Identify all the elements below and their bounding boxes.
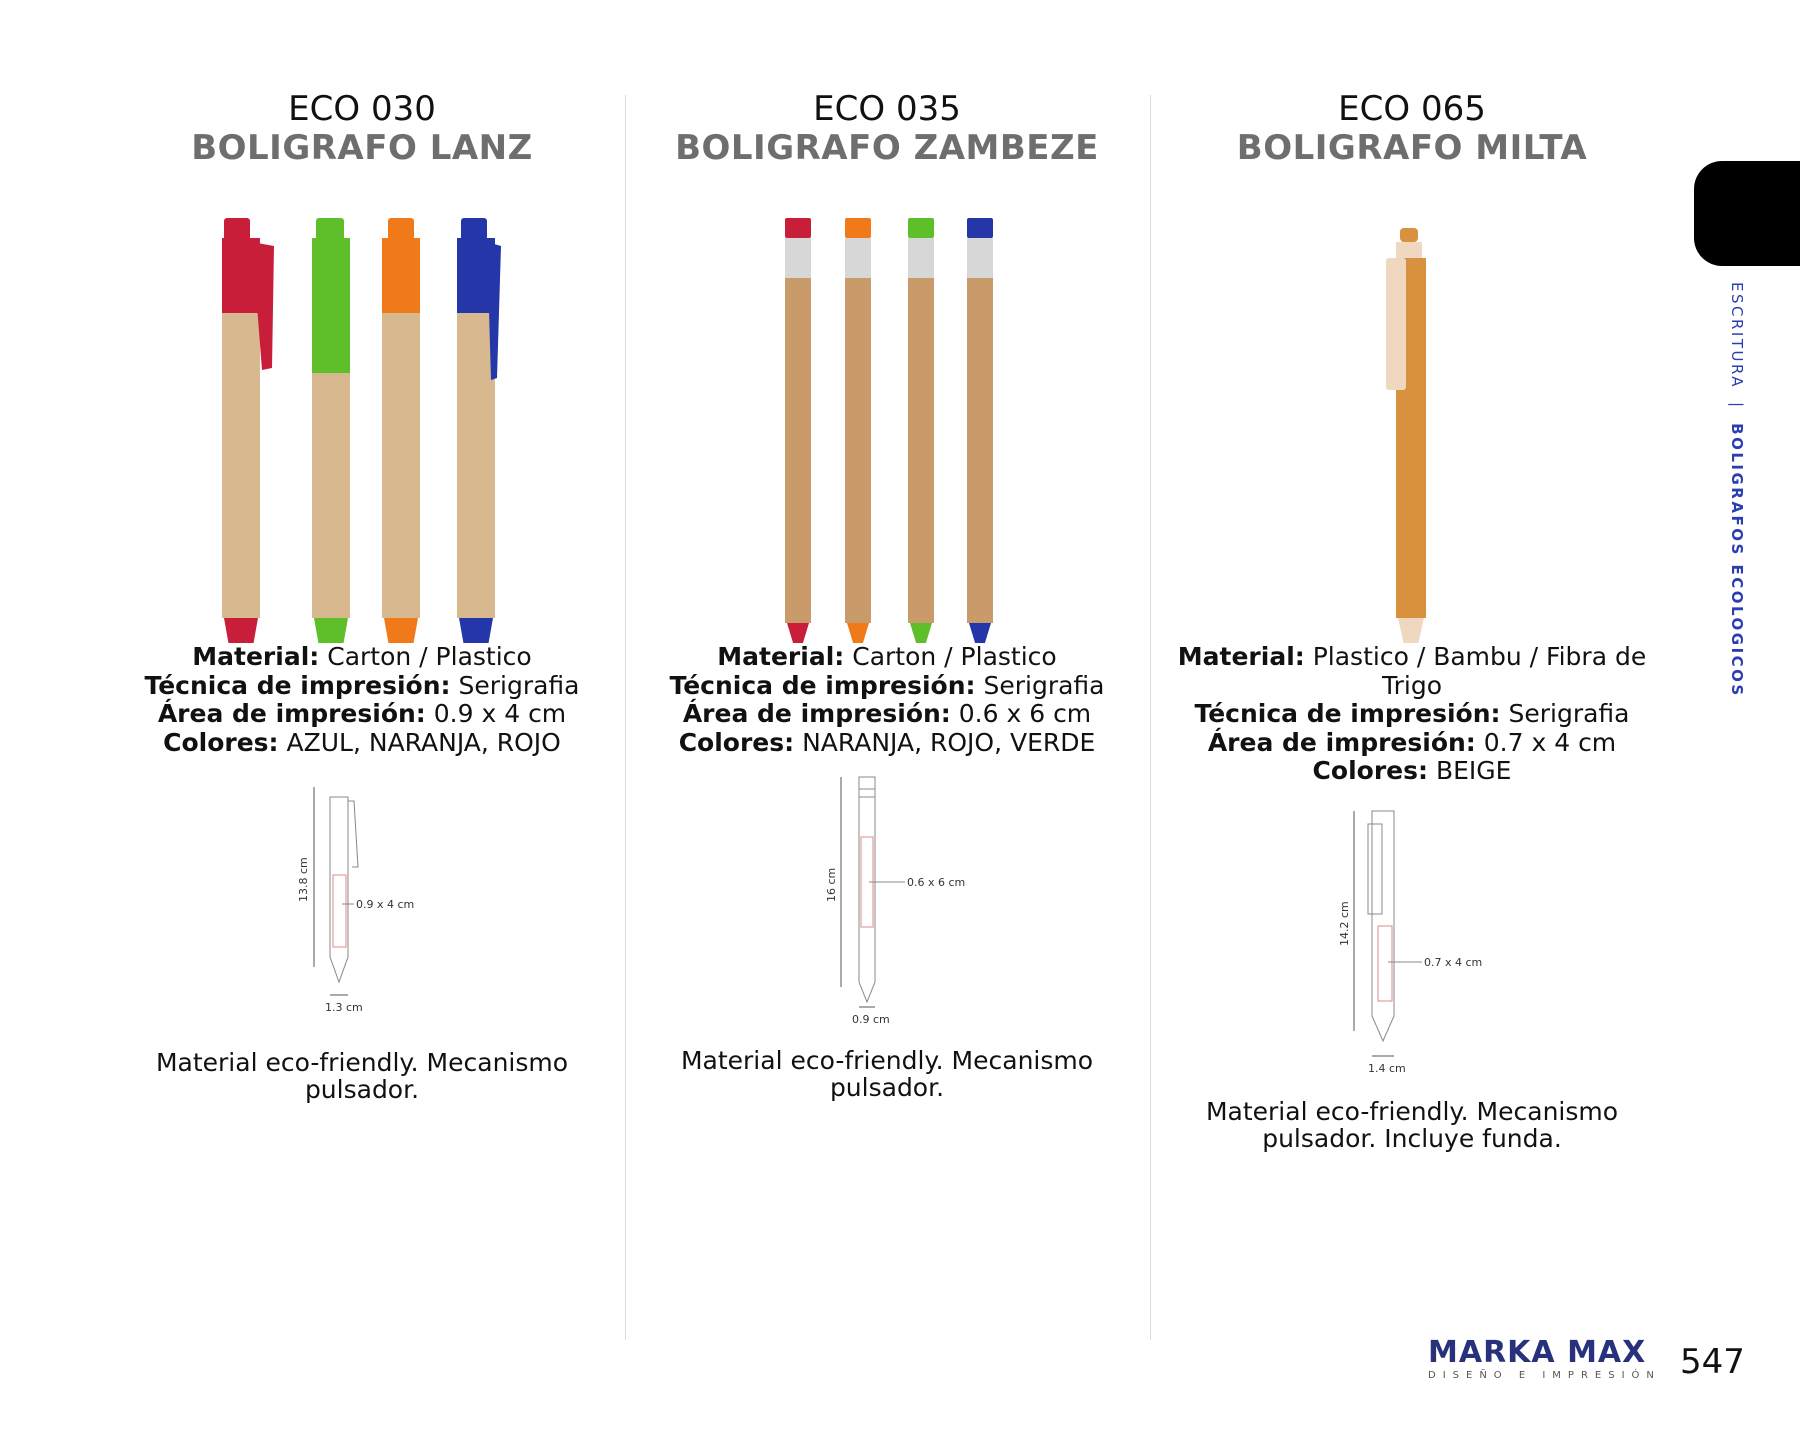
material-value: Plastico / Bambu / Fibra de Trigo bbox=[1312, 642, 1647, 700]
product-photo bbox=[1152, 168, 1672, 643]
page-number: 547 bbox=[1680, 1342, 1745, 1382]
brand-name: MARKA MAX bbox=[1428, 1335, 1647, 1370]
area-value: 0.6 x 6 cm bbox=[958, 699, 1092, 728]
tecnica-value: Serigrafia bbox=[458, 670, 580, 700]
dim-area-label: 0.6 x 6 cm bbox=[907, 876, 966, 889]
area-value: 0.7 x 4 cm bbox=[1483, 727, 1617, 757]
product-code: ECO 065 bbox=[1338, 89, 1486, 129]
pencil-pen-blue bbox=[967, 218, 993, 643]
material-label: Material: bbox=[192, 642, 320, 671]
colores-value: BEIGE bbox=[1435, 756, 1512, 785]
subcategory-label: BOLIGRAFOS ECOLOGICOS bbox=[1728, 423, 1746, 698]
dim-area-label: 0.7 x 4 cm bbox=[1424, 955, 1483, 969]
area-label: Área de impresión: bbox=[682, 699, 951, 728]
product-photo bbox=[102, 168, 622, 643]
product-specs bbox=[627, 643, 1147, 757]
dim-width-label: 1.4 cm bbox=[1368, 1061, 1406, 1075]
product-column-eco065 bbox=[1152, 90, 1672, 1152]
material-value: Carton / Plastico bbox=[327, 642, 532, 671]
product-description: Material eco-friendly. Mecanismo pulsador. bbox=[680, 1046, 1094, 1102]
colores-value: NARANJA, ROJO, VERDE bbox=[802, 727, 1096, 757]
dimension-diagram bbox=[627, 757, 1147, 1027]
tecnica-value: Serigrafia bbox=[1508, 699, 1630, 728]
product-description: Material eco-friendly. Mecanismo pulsador. Incluye funda. bbox=[1205, 1096, 1619, 1153]
tecnica-label: Técnica de impresión: bbox=[1194, 699, 1501, 728]
product-specs bbox=[102, 643, 622, 757]
area-label: Área de impresión: bbox=[157, 699, 426, 728]
colores-value: AZUL, NARANJA, ROJO bbox=[286, 727, 561, 757]
dim-height-label: 14.2 cm bbox=[1338, 900, 1351, 946]
material-value: Carton / Plastico bbox=[852, 642, 1057, 671]
product-photo bbox=[627, 168, 1147, 643]
category-separator: | bbox=[1728, 402, 1746, 410]
dim-height-label: 13.8 cm bbox=[297, 857, 310, 902]
dimension-diagram bbox=[1152, 786, 1672, 1076]
pen-green bbox=[312, 218, 350, 643]
brand-logo bbox=[1428, 1335, 1668, 1381]
material-label: Material: bbox=[717, 642, 845, 671]
column-divider bbox=[625, 95, 626, 1340]
section-tab bbox=[1694, 161, 1800, 266]
colores-label: Colores: bbox=[1312, 756, 1428, 785]
product-name: BOLIGRAFO LANZ bbox=[191, 128, 533, 168]
dim-width-label: 0.9 cm bbox=[852, 1013, 890, 1026]
material-label: Material: bbox=[1177, 642, 1305, 671]
product-code: ECO 035 bbox=[813, 89, 961, 129]
pencil-pen-red bbox=[785, 218, 811, 643]
dim-height-label: 16 cm bbox=[825, 867, 838, 902]
product-column-eco035 bbox=[627, 90, 1147, 1101]
brand-tagline: DISEÑO E IMPRESIÓN bbox=[1428, 1370, 1661, 1381]
dim-area-label: 0.9 x 4 cm bbox=[356, 898, 415, 911]
product-name: BOLIGRAFO MILTA bbox=[1236, 128, 1588, 168]
area-value: 0.9 x 4 cm bbox=[433, 699, 567, 728]
tecnica-label: Técnica de impresión: bbox=[669, 670, 976, 700]
colores-label: Colores: bbox=[163, 727, 279, 757]
section-label bbox=[1728, 282, 1746, 698]
column-divider bbox=[1150, 95, 1151, 1340]
product-description: Material eco-friendly. Mecanismo pulsador. bbox=[155, 1048, 569, 1104]
pen-red bbox=[222, 218, 274, 643]
pen-orange bbox=[382, 218, 420, 643]
product-code: ECO 030 bbox=[288, 89, 436, 129]
product-name: BOLIGRAFO ZAMBEZE bbox=[675, 128, 1099, 168]
pencil-pen-green bbox=[908, 218, 934, 643]
tecnica-label: Técnica de impresión: bbox=[144, 670, 451, 700]
pen-bamboo bbox=[1386, 228, 1426, 643]
product-column-eco030 bbox=[102, 90, 622, 1103]
tecnica-value: Serigrafia bbox=[983, 670, 1105, 700]
product-specs bbox=[1152, 643, 1672, 786]
dim-width-label: 1.3 cm bbox=[325, 1001, 363, 1014]
category-label: ESCRITURA bbox=[1728, 282, 1746, 390]
area-label: Área de impresión: bbox=[1207, 727, 1476, 757]
dimension-diagram bbox=[102, 757, 622, 1027]
pen-blue bbox=[457, 218, 501, 643]
pencil-pen-orange bbox=[845, 218, 871, 643]
colores-label: Colores: bbox=[678, 727, 795, 757]
